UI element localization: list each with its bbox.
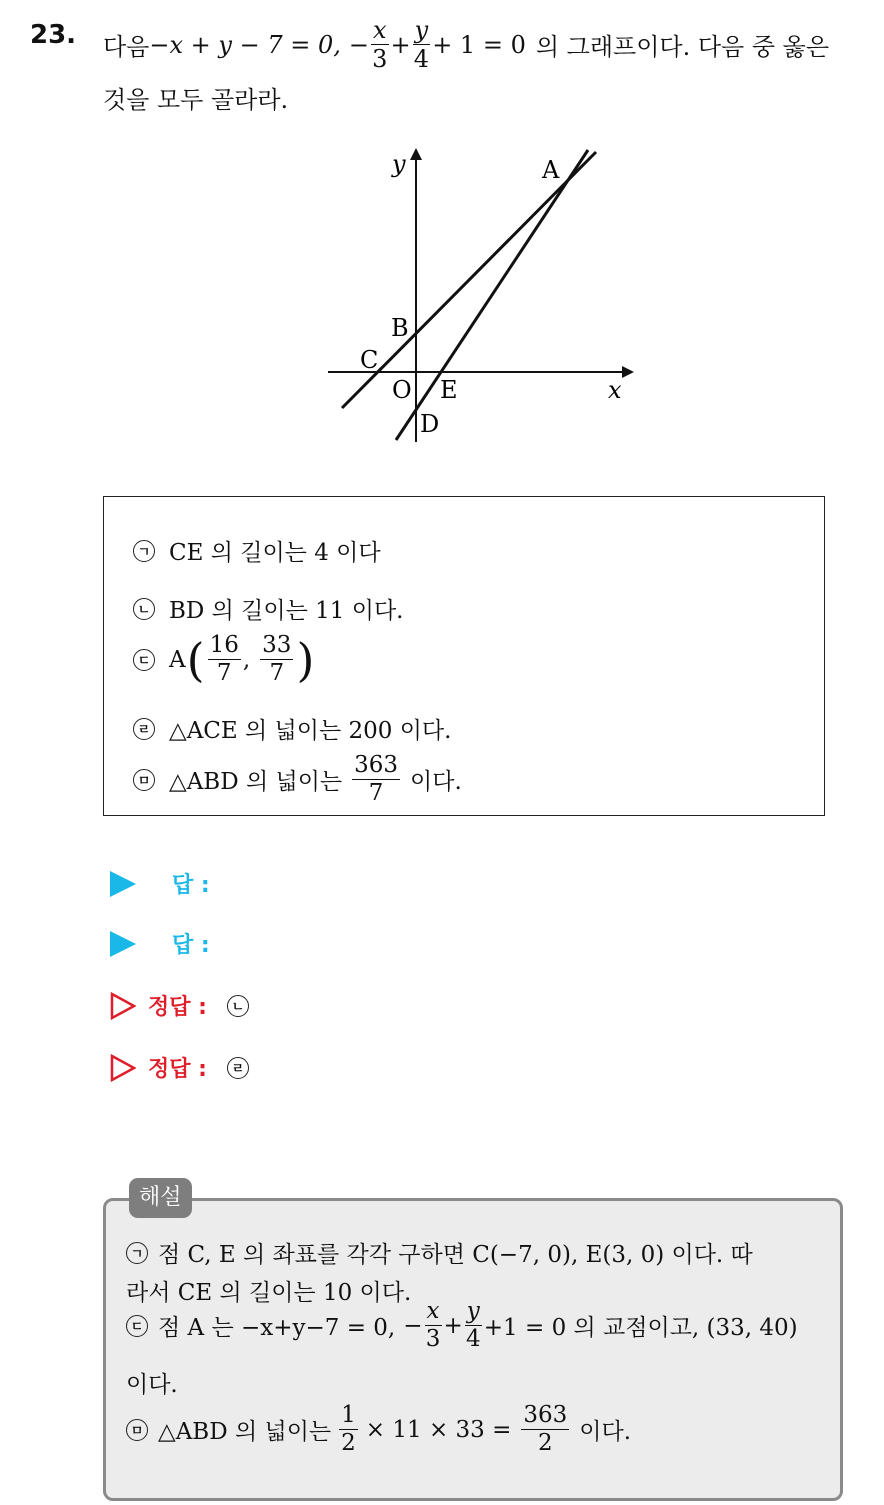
option-5 [133, 754, 462, 805]
explanation-line-3 [126, 1300, 798, 1351]
point-E-label: E [440, 376, 458, 404]
fraction-denominator: 7 [368, 780, 384, 806]
option-text: BD 의 길이는 11 이다. [169, 598, 404, 624]
line-through-C-B-A [342, 152, 596, 408]
right-paren: ) [296, 632, 315, 687]
option-text-suffix: 이다. [410, 769, 462, 795]
option-2 [133, 592, 403, 625]
fraction-363-over-7 [352, 754, 400, 805]
answer-label: 답 : [172, 873, 210, 898]
option-text: △ABD 의 넓이는 [169, 769, 343, 795]
fraction-numerator: 33 [262, 632, 292, 658]
answer-label: 답 : [172, 933, 210, 958]
explanation-line-5 [126, 1404, 631, 1455]
fraction-numerator: 363 [523, 1402, 568, 1428]
explanation-minus: − [403, 1312, 423, 1339]
correct-answer-label: 정답 : [148, 1057, 207, 1082]
point-B-label: B [391, 314, 409, 342]
left-paren: ( [186, 632, 205, 687]
fraction-33-over-7 [260, 634, 293, 685]
question-line-1 [103, 18, 829, 71]
question-intro: 다음 [103, 33, 150, 61]
fraction-denominator: 3 [372, 45, 388, 73]
outline-triangle-icon [110, 992, 136, 1020]
fraction-denominator: 4 [413, 45, 430, 73]
correct-answer-row-2 [110, 1052, 263, 1083]
explanation-plus: + [443, 1312, 463, 1339]
option-4 [133, 712, 451, 745]
explanation-line-4 [126, 1366, 178, 1399]
fraction-1-over-2 [339, 1404, 358, 1455]
fraction-numerator: y [466, 1298, 480, 1324]
fraction-numerator: x [372, 16, 387, 44]
equation-2-minus: − [348, 30, 369, 59]
fraction-numerator: 16 [209, 632, 239, 658]
point-A-label: A [542, 156, 560, 184]
origin-O-label: O [392, 376, 412, 404]
fraction-numerator: y [414, 16, 429, 44]
explanation-text: 이다. [126, 1372, 178, 1398]
option-mark-circle: ㄱ [133, 540, 155, 562]
question-line-2: 것을 모두 골라라. [103, 86, 289, 114]
option-text: △ACE 의 넓이는 200 이다. [169, 718, 452, 744]
play-triangle-icon [110, 931, 136, 957]
fraction-denominator: 2 [341, 1430, 356, 1456]
fraction-y-over-4 [465, 1300, 482, 1351]
coordinate-separator: , [242, 646, 251, 673]
fraction-x-over-3 [371, 18, 389, 71]
option-1 [133, 534, 381, 567]
explanation-tab: 해설 [129, 1178, 192, 1218]
option-text: A [169, 646, 186, 673]
explanation-text: 점 C, E 의 좌표를 각각 구하면 C(−7, 0), E(3, 0) 이다. 따 [158, 1242, 753, 1268]
correct-answer-mark: ㄹ [227, 1057, 249, 1079]
x-axis-label: x [608, 376, 622, 404]
option-mark-circle: ㄹ [133, 718, 155, 740]
play-triangle-icon [110, 871, 136, 897]
option-mark-circle: ㄴ [133, 598, 155, 620]
explanation-text: +1 = 0 의 교점이고, (33, 40) [483, 1315, 798, 1341]
question-number: 23. [30, 20, 77, 50]
option-mark-circle: ㅁ [133, 769, 155, 791]
explanation-text: 이다. [579, 1419, 632, 1445]
option-text: CE 의 길이는 4 이다 [169, 540, 381, 566]
explanation-mark: ㄱ [126, 1242, 148, 1264]
fraction-denominator: 4 [465, 1326, 481, 1352]
option-3 [133, 634, 315, 685]
correct-answer-row-1 [110, 990, 263, 1021]
explanation-text: 라서 CE 의 길이는 10 이다. [126, 1280, 412, 1306]
fraction-denominator: 7 [269, 660, 285, 686]
explanation-text: × 11 × 33 = [365, 1416, 512, 1443]
explanation-mark: ㄷ [126, 1315, 148, 1337]
equation-1: −x + y − 7 = 0, [149, 30, 341, 59]
equation-2-rest: + 1 = 0 [432, 30, 526, 59]
option-mark-circle: ㄷ [133, 649, 155, 671]
point-D-label: D [420, 410, 440, 438]
correct-answer-mark: ㄴ [227, 995, 249, 1017]
answer-row-2 [110, 928, 210, 959]
fraction-numerator: 363 [354, 752, 399, 778]
explanation-line-1 [126, 1236, 753, 1269]
question-text: 의 그래프이다. 다음 중 옳은 [535, 33, 830, 61]
explanation-text: 점 A 는 −x+y−7 = 0, [158, 1315, 396, 1341]
fraction-denominator: 2 [538, 1430, 553, 1456]
fraction-363-over-2 [521, 1404, 569, 1455]
answer-row-1 [110, 868, 210, 899]
fraction-denominator: 7 [216, 660, 232, 686]
line-graph [320, 140, 650, 450]
explanation-text: △ABD 의 넓이는 [158, 1419, 332, 1445]
fraction-x-over-3 [425, 1300, 442, 1351]
point-C-label: C [360, 346, 379, 374]
line-through-D-E-A [396, 150, 588, 440]
fraction-numerator: x [426, 1298, 440, 1324]
fraction-denominator: 3 [425, 1326, 441, 1352]
explanation-mark: ㅁ [126, 1419, 148, 1441]
fraction-numerator: 1 [341, 1402, 356, 1428]
correct-answer-label: 정답 : [148, 995, 207, 1020]
fraction-16-over-7 [208, 634, 241, 685]
equation-2-plus: + [390, 30, 411, 59]
outline-triangle-icon [110, 1054, 136, 1082]
y-axis-label: y [392, 150, 406, 178]
fraction-y-over-4 [413, 18, 431, 71]
